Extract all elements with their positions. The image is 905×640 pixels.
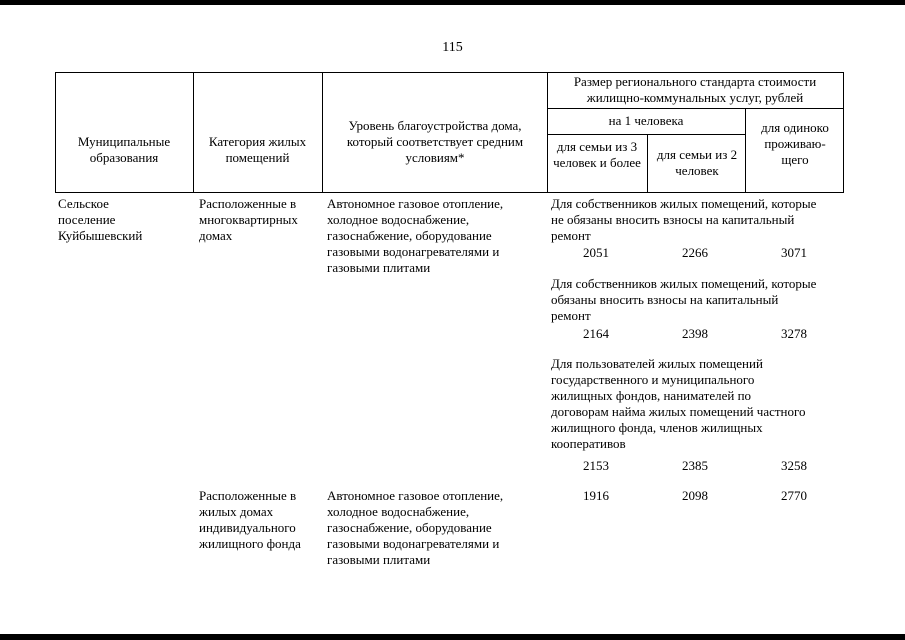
col-line-5 <box>745 108 746 193</box>
header-family-2: для семьи из 2 человек <box>656 147 738 178</box>
group1-value-single: 3071 <box>781 245 807 260</box>
header-sub-line-2 <box>547 134 745 135</box>
group1-value-family3: 2051 <box>583 245 609 260</box>
group2-value-family3: 2164 <box>583 326 609 341</box>
top-border <box>0 0 905 5</box>
group-label-2: Для собственников жилых помещений, которые обязаны вносить взносы на капитальный ремонт <box>551 276 817 323</box>
header-bottom-line <box>55 192 843 193</box>
municipality-name: Сельское поселение Куйбышевский <box>58 196 143 243</box>
level-apartment: Автономное газовое отопление, холодное водоснабжение, газоснабжение, оборудование газовыми водонагревателями и газовыми плитами <box>327 196 504 275</box>
header-single: для одиноко проживаю-щего <box>761 120 829 167</box>
group-label-3: Для пользователей жилых помещений государственного и муниципального жилищных фондов, нанимателей по договорам найма жилых помещений частного жилищного фонда, членов жилищных кооперативов <box>551 356 806 451</box>
header-standard-size: Размер регионального стандарта стоимости жилищно-коммунальных услуг, рублей <box>573 74 817 105</box>
group-label-1: Для собственников жилых помещений, которые не обязаны вносить взносы на капитальный ремонт <box>551 196 817 243</box>
header-family-3plus: для семьи из 3 человек и более <box>553 139 641 170</box>
row2-value-single: 2770 <box>781 488 807 503</box>
header-sub-line-1 <box>547 108 843 109</box>
group2-value-single: 3278 <box>781 326 807 341</box>
header-per-person: на 1 человека <box>608 113 684 128</box>
table-top-line <box>55 72 843 73</box>
header-level: Уровень благоустройства дома, который соответствует средним условиям* <box>346 118 524 165</box>
group3-value-family2: 2385 <box>682 458 708 473</box>
row2-value-family2: 2098 <box>682 488 708 503</box>
category-individual: Расположенные в жилых домах индивидуального жилищного фонда <box>199 488 301 551</box>
bottom-border <box>0 634 905 640</box>
page-number: 115 <box>442 40 463 55</box>
table-left-line <box>55 72 56 193</box>
col-line-3 <box>547 72 548 193</box>
col-line-1 <box>193 72 194 193</box>
group3-value-single: 3258 <box>781 458 807 473</box>
header-municipal: Муниципальные образования <box>77 134 171 165</box>
category-apartment: Расположенные в многоквартирных домах <box>199 196 298 243</box>
row2-value-family3: 1916 <box>583 488 609 503</box>
col-line-4 <box>647 134 648 193</box>
table-right-line <box>843 72 844 193</box>
group3-value-family3: 2153 <box>583 458 609 473</box>
col-line-2 <box>322 72 323 193</box>
header-category: Категория жилых помещений <box>208 134 307 165</box>
level-individual: Автономное газовое отопление, холодное водоснабжение, газоснабжение, оборудование газовыми водонагревателями и газовыми плитами <box>327 488 504 567</box>
group1-value-family2: 2266 <box>682 245 708 260</box>
group2-value-family2: 2398 <box>682 326 708 341</box>
